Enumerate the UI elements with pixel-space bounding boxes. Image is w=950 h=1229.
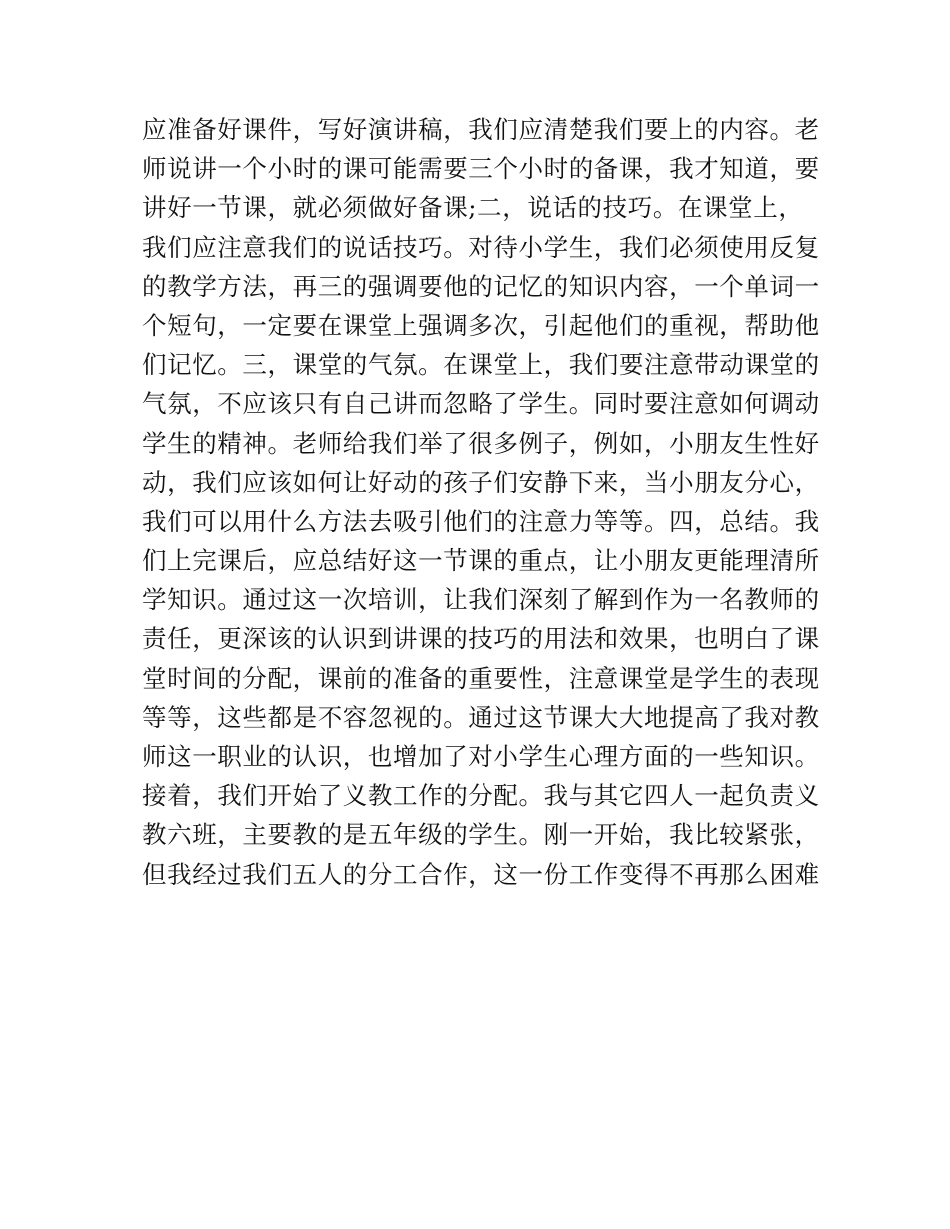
text-line: 应准备好课件，写好演讲稿，我们应清楚我们要上的内容。老 [142,115,820,144]
text-line: 讲好一节课，就必须做好备课;二，说话的技巧。在课堂上， [142,193,804,223]
text-line: 们记忆。三，课堂的气氛。在课堂上，我们要注意带动课堂的 [142,350,820,380]
text-line: 责任，更深该的认识到讲课的技巧的用法和效果，也明白了课 [142,624,820,654]
text-line: 们上完课后，应总结好这一节课的重点，让小朋友更能理清所 [142,546,820,576]
text-line: 师这一职业的认识，也增加了对小学生心理方面的一些知识。 [142,742,820,771]
text-line: 气氛，不应该只有自己讲而忽略了学生。同时要注意如何调动 [142,389,820,419]
text-line: 我们应注意我们的说话技巧。对待小学生，我们必须使用反复 [142,232,820,262]
body-text [142,110,822,894]
text-line: 我们可以用什么方法去吸引他们的注意力等等。四，总结。我 [142,506,820,536]
text-line: 但我经过我们五人的分工合作，这一份工作变得不再那么困难 [142,859,820,889]
text-line: 师说讲一个小时的课可能需要三个小时的备课，我才知道，要 [142,154,820,184]
text-line: 个短句，一定要在课堂上强调多次，引起他们的重视，帮助他 [142,310,820,340]
text-line: 学知识。通过这一次培训，让我们深刻了解到作为一名教师的 [142,585,820,615]
text-line: 堂时间的分配，课前的准备的重要性，注意课堂是学生的表现 [142,663,820,693]
text-line: 等等，这些都是不容忽视的。通过这节课大大地提高了我对教 [142,702,820,732]
text-line: 接着，我们开始了义教工作的分配。我与其它四人一起负责义 [142,781,820,811]
text-line: 动，我们应该如何让好动的孩子们安静下来，当小朋友分心， [142,467,820,497]
text-line: 学生的精神。老师给我们举了很多例子，例如，小朋友生性好 [142,428,820,458]
text-line: 教六班，主要教的是五年级的学生。刚一开始，我比较紧张， [142,820,820,850]
text-line: 的教学方法，再三的强调要他的记忆的知识内容，一个单词一 [142,271,820,301]
